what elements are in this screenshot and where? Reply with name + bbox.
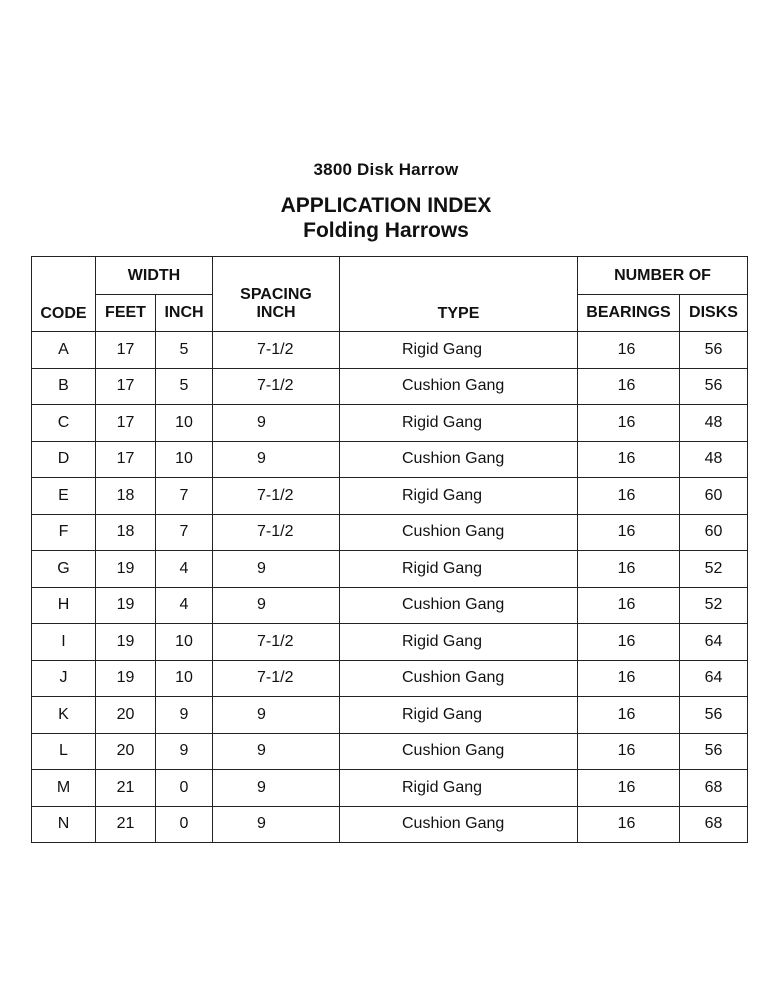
cell-bearings: 16 <box>578 806 680 843</box>
cell-disks: 52 <box>680 587 748 624</box>
header-spacing-label: SPACING <box>240 286 312 303</box>
cell-bearings: 16 <box>578 697 680 734</box>
page-subheading: Folding Harrows <box>303 219 469 242</box>
cell-type: Rigid Gang <box>340 697 578 734</box>
cell-spacing: 7-1/2 <box>213 332 340 369</box>
table-row <box>32 405 748 442</box>
cell-feet: 21 <box>96 770 156 807</box>
header-disks: DISKS <box>680 295 748 332</box>
cell-feet: 17 <box>96 441 156 478</box>
cell-type: Cushion Gang <box>340 660 578 697</box>
cell-type: Rigid Gang <box>340 332 578 369</box>
cell-spacing: 9 <box>213 587 340 624</box>
header-code: CODE <box>32 257 96 332</box>
header-type: TYPE <box>340 257 578 332</box>
cell-inch: 10 <box>156 441 213 478</box>
cell-feet: 21 <box>96 806 156 843</box>
cell-disks: 56 <box>680 332 748 369</box>
cell-bearings: 16 <box>578 733 680 770</box>
cell-type: Rigid Gang <box>340 624 578 661</box>
cell-inch: 5 <box>156 368 213 405</box>
cell-inch: 7 <box>156 514 213 551</box>
cell-disks: 60 <box>680 478 748 515</box>
cell-type: Cushion Gang <box>340 368 578 405</box>
table-row <box>32 587 748 624</box>
cell-code: F <box>32 514 96 551</box>
cell-type: Rigid Gang <box>340 405 578 442</box>
table-header <box>32 257 748 332</box>
table-row <box>32 770 748 807</box>
cell-inch: 0 <box>156 770 213 807</box>
cell-inch: 9 <box>156 697 213 734</box>
header-number-of: NUMBER OF <box>578 257 748 295</box>
table-body <box>32 332 748 843</box>
cell-bearings: 16 <box>578 587 680 624</box>
cell-spacing: 9 <box>213 697 340 734</box>
cell-disks: 68 <box>680 806 748 843</box>
cell-disks: 56 <box>680 697 748 734</box>
header-bearings: BEARINGS <box>578 295 680 332</box>
cell-feet: 19 <box>96 587 156 624</box>
cell-bearings: 16 <box>578 624 680 661</box>
table-row <box>32 697 748 734</box>
cell-disks: 64 <box>680 624 748 661</box>
cell-inch: 7 <box>156 478 213 515</box>
cell-type: Cushion Gang <box>340 514 578 551</box>
cell-feet: 19 <box>96 551 156 588</box>
cell-bearings: 16 <box>578 405 680 442</box>
table-row <box>32 551 748 588</box>
cell-disks: 56 <box>680 733 748 770</box>
cell-inch: 9 <box>156 733 213 770</box>
cell-spacing: 9 <box>213 770 340 807</box>
cell-spacing: 7-1/2 <box>213 624 340 661</box>
cell-disks: 60 <box>680 514 748 551</box>
cell-inch: 10 <box>156 624 213 661</box>
cell-feet: 17 <box>96 405 156 442</box>
cell-disks: 64 <box>680 660 748 697</box>
cell-disks: 48 <box>680 441 748 478</box>
cell-feet: 17 <box>96 368 156 405</box>
header-inch: INCH <box>156 295 213 332</box>
header-feet: FEET <box>96 295 156 332</box>
cell-bearings: 16 <box>578 660 680 697</box>
cell-code: G <box>32 551 96 588</box>
table-row <box>32 806 748 843</box>
cell-spacing: 9 <box>213 733 340 770</box>
cell-bearings: 16 <box>578 441 680 478</box>
cell-spacing: 7-1/2 <box>213 368 340 405</box>
table-row <box>32 441 748 478</box>
cell-type: Cushion Gang <box>340 587 578 624</box>
table-row <box>32 624 748 661</box>
cell-code: E <box>32 478 96 515</box>
cell-spacing: 9 <box>213 405 340 442</box>
cell-disks: 68 <box>680 770 748 807</box>
cell-code: N <box>32 806 96 843</box>
cell-feet: 17 <box>96 332 156 369</box>
cell-feet: 20 <box>96 733 156 770</box>
cell-type: Rigid Gang <box>340 770 578 807</box>
cell-feet: 19 <box>96 624 156 661</box>
cell-bearings: 16 <box>578 514 680 551</box>
cell-spacing: 7-1/2 <box>213 478 340 515</box>
cell-code: H <box>32 587 96 624</box>
cell-spacing: 9 <box>213 551 340 588</box>
cell-code: D <box>32 441 96 478</box>
document-title: 3800 Disk Harrow <box>313 160 459 179</box>
cell-type: Cushion Gang <box>340 806 578 843</box>
table-row <box>32 660 748 697</box>
cell-type: Cushion Gang <box>340 733 578 770</box>
cell-feet: 19 <box>96 660 156 697</box>
cell-code: M <box>32 770 96 807</box>
cell-bearings: 16 <box>578 478 680 515</box>
cell-feet: 20 <box>96 697 156 734</box>
cell-type: Cushion Gang <box>340 441 578 478</box>
header-spacing <box>213 257 340 332</box>
cell-feet: 18 <box>96 478 156 515</box>
cell-inch: 5 <box>156 332 213 369</box>
cell-inch: 10 <box>156 405 213 442</box>
cell-inch: 4 <box>156 551 213 588</box>
cell-code: J <box>32 660 96 697</box>
cell-disks: 48 <box>680 405 748 442</box>
cell-inch: 0 <box>156 806 213 843</box>
table-row <box>32 514 748 551</box>
application-index-table <box>31 256 748 843</box>
cell-code: I <box>32 624 96 661</box>
cell-disks: 52 <box>680 551 748 588</box>
cell-bearings: 16 <box>578 332 680 369</box>
cell-spacing: 9 <box>213 806 340 843</box>
table-row <box>32 478 748 515</box>
cell-code: L <box>32 733 96 770</box>
cell-spacing: 9 <box>213 441 340 478</box>
cell-type: Rigid Gang <box>340 551 578 588</box>
table-row <box>32 332 748 369</box>
cell-bearings: 16 <box>578 770 680 807</box>
cell-spacing: 7-1/2 <box>213 660 340 697</box>
cell-inch: 10 <box>156 660 213 697</box>
cell-disks: 56 <box>680 368 748 405</box>
cell-type: Rigid Gang <box>340 478 578 515</box>
table-row <box>32 733 748 770</box>
cell-feet: 18 <box>96 514 156 551</box>
cell-bearings: 16 <box>578 368 680 405</box>
cell-code: C <box>32 405 96 442</box>
cell-bearings: 16 <box>578 551 680 588</box>
header-spacing-unit: INCH <box>256 304 296 321</box>
cell-inch: 4 <box>156 587 213 624</box>
table-row <box>32 368 748 405</box>
cell-code: B <box>32 368 96 405</box>
page-heading: APPLICATION INDEX <box>280 194 492 217</box>
header-width: WIDTH <box>96 257 213 295</box>
cell-spacing: 7-1/2 <box>213 514 340 551</box>
cell-code: A <box>32 332 96 369</box>
cell-code: K <box>32 697 96 734</box>
